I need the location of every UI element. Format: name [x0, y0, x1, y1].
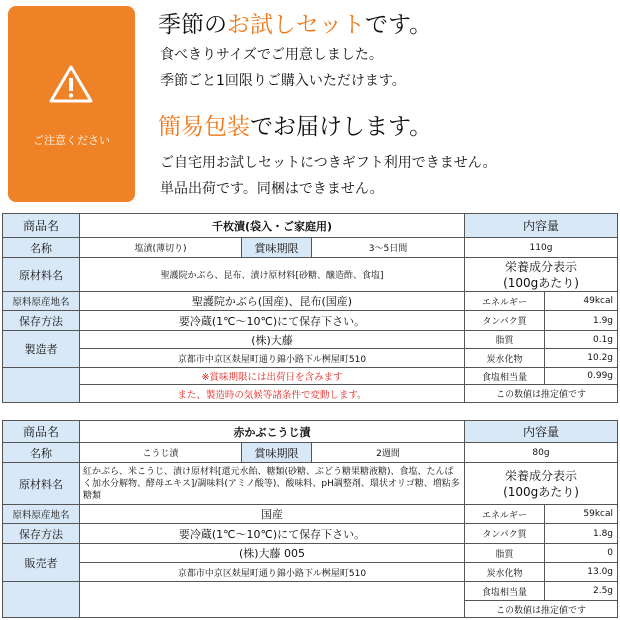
product2-seller-name: (株)大藤 005 — [80, 544, 465, 563]
product2-category: こうじ漬 — [80, 443, 242, 463]
nutrition-label: 食塩相当量 — [465, 368, 545, 385]
label-product-name: 商品名 — [3, 214, 80, 238]
label-category: 名称 — [3, 443, 80, 463]
nutrition-basis: (100gあたり) — [503, 275, 579, 290]
nutrition-value: 59kcal — [545, 505, 618, 524]
product2-seller-address: 京都市中京区麸屋町通り錦小路下ル桝屋町510 — [80, 563, 465, 582]
warning-icon — [48, 64, 94, 104]
label-origin: 原料原産地名 — [3, 505, 80, 524]
nutrition-value: 0.1g — [545, 331, 618, 349]
header1-emphasis: お試しセット — [227, 12, 365, 38]
label-storage: 保存方法 — [3, 311, 80, 331]
label-expiry: 賞味期限 — [242, 238, 312, 258]
product1-origin: 聖護院かぶら(国産)、昆布(国産) — [80, 292, 465, 311]
product1-maker-address: 京都市中京区麸屋町通り錦小路下ル桝屋町510 — [80, 349, 465, 368]
nutrition-label: 炭水化物 — [465, 349, 545, 368]
nutrition-title: 栄養成分表示 — [505, 468, 578, 483]
nutrition-value: 2.5g — [545, 582, 618, 601]
notice-label: ご注意ください — [33, 134, 110, 147]
packaging-line-1: ご自宅用お試しセットにつきギフト利用できません。 — [160, 155, 497, 171]
header-simple-packaging — [158, 108, 432, 141]
label-origin: 原料原産地名 — [3, 292, 80, 311]
nutrition-title: 栄養成分表示 — [505, 259, 578, 274]
nutrition-label: 脂質 — [465, 544, 545, 563]
header1-post: です。 — [365, 12, 433, 38]
nutrition-header — [465, 258, 618, 292]
nutrition-value: 1.8g — [545, 524, 618, 544]
header2-emphasis: 簡易包装 — [158, 114, 250, 140]
product2-table — [2, 420, 618, 618]
product2-storage: 要冷蔵(1℃〜10℃)にて保存下さい。 — [80, 524, 465, 544]
product1-name: 千枚漬(袋入・ご家庭用) — [80, 214, 465, 238]
label-product-name: 商品名 — [3, 421, 80, 443]
estimate-note: この数値は推定値です — [465, 601, 618, 618]
product1-table — [2, 213, 618, 403]
nutrition-value: 13.0g — [545, 563, 618, 582]
product1-category: 塩漬(薄切り) — [80, 238, 242, 258]
header1-pre: 季節の — [158, 12, 227, 38]
nutrition-label: エネルギー — [465, 505, 545, 524]
label-content: 内容量 — [465, 214, 618, 238]
nutrition-label: 食塩相当量 — [465, 582, 545, 601]
blank-cell — [3, 582, 80, 618]
nutrition-value: 10.2g — [545, 349, 618, 368]
nutrition-value: 0.99g — [545, 368, 618, 385]
header2-post: でお届けします。 — [250, 114, 433, 140]
intro-line-2: 季節ごと1回限りご購入いただけます。 — [160, 73, 406, 89]
label-storage: 保存方法 — [3, 524, 80, 544]
label-seller: 販売者 — [3, 544, 80, 582]
nutrition-label: エネルギー — [465, 292, 545, 311]
intro-line-1: 食べきりサイズでご用意しました。 — [160, 47, 383, 63]
label-ingredients: 原材料名 — [3, 463, 80, 505]
estimate-note: この数値は推定値です — [465, 385, 618, 403]
header-trial-set — [158, 6, 432, 39]
product1-expiry: 3〜5日間 — [312, 238, 465, 258]
notice-box — [8, 6, 135, 202]
product2-origin: 国産 — [80, 505, 465, 524]
label-category: 名称 — [3, 238, 80, 258]
product1-note-1: ※賞味期限には出荷日を含みます — [80, 368, 465, 385]
product1-storage: 要冷蔵(1℃〜10℃)にて保存下さい。 — [80, 311, 465, 331]
label-expiry: 賞味期限 — [242, 443, 312, 463]
blank-cell — [80, 582, 465, 618]
product1-maker-name: (株)大藤 — [80, 331, 465, 349]
nutrition-basis: (100gあたり) — [503, 484, 579, 499]
nutrition-label: タンパク質 — [465, 524, 545, 544]
nutrition-header — [465, 463, 618, 505]
nutrition-value: 1.9g — [545, 311, 618, 331]
nutrition-value: 49kcal — [545, 292, 618, 311]
packaging-line-2: 単品出荷です。同梱はできません。 — [160, 181, 384, 197]
label-ingredients: 原材料名 — [3, 258, 80, 292]
label-content: 内容量 — [465, 421, 618, 443]
nutrition-label: 炭水化物 — [465, 563, 545, 582]
nutrition-value: 0 — [545, 544, 618, 563]
product2-ingredients: 紅かぶら、米こうじ、漬け原材料[還元水飴、糖類(砂糖、ぶどう糖果糖液糖)、食塩、たんぱく加水分解物、酵母エキス]/調味料(アミノ酸等)、酸味料、pH調整剤、環状オリゴ糖、増粘多糖類 — [80, 463, 465, 505]
label-maker: 製造者 — [3, 331, 80, 368]
blank-cell — [3, 368, 80, 403]
nutrition-label: タンパク質 — [465, 311, 545, 331]
nutrition-label: 脂質 — [465, 331, 545, 349]
product1-content: 110g — [465, 238, 618, 258]
product2-name: 赤かぶこうじ漬 — [80, 421, 465, 443]
product1-note-2: また、製造時の気候等諸条件で変動します。 — [80, 385, 465, 403]
product1-ingredients: 聖護院かぶら、昆布、漬け原材料[砂糖、醸造酢、食塩] — [80, 258, 465, 292]
product2-expiry: 2週間 — [312, 443, 465, 463]
product2-content: 80g — [465, 443, 618, 463]
